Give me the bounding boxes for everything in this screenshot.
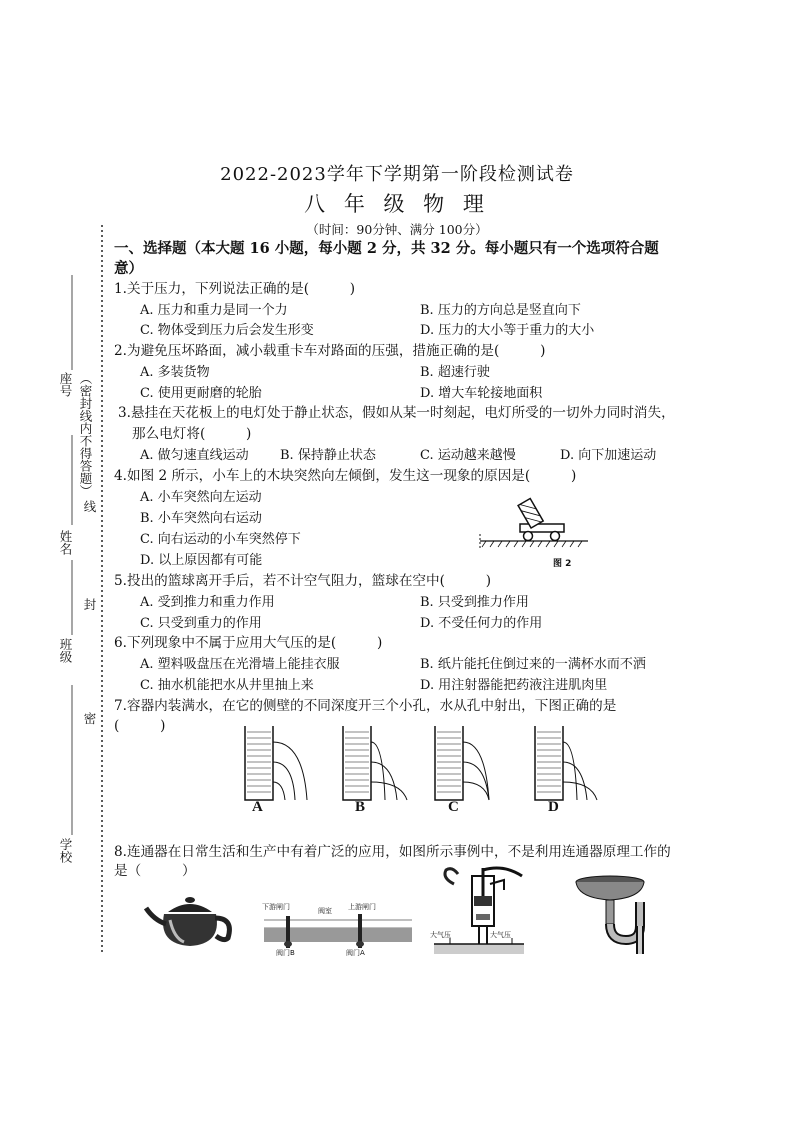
- teapot-figure: [140, 890, 240, 950]
- lock-label-upstream: 上游闸门: [348, 903, 376, 911]
- container-figures: [235, 722, 605, 804]
- q2-option-b: B. 超速行驶: [420, 365, 490, 380]
- lock-label-chamber: 阀室: [318, 907, 332, 915]
- name-label: 姓名: [58, 530, 73, 555]
- q5-option-b: B. 只受到推力作用: [420, 595, 529, 610]
- q3-option-a: A. 做匀速直线运动: [140, 448, 249, 463]
- class-label: 班级: [58, 638, 73, 663]
- q1-option-b: B. 压力的方向总是竖直向下: [420, 303, 581, 318]
- figure-label-a: A: [252, 799, 263, 815]
- lock-label-downstream: 下游闸门: [262, 903, 290, 911]
- q2-option-c: C. 使用更耐磨的轮胎: [140, 386, 262, 401]
- q6-option-a: A. 塑料吸盘压在光滑墙上能挂衣服: [140, 657, 340, 672]
- question-8-stem: 8.连通器在日常生活和生产中有着广泛的应用，如图所示事例中，不是利用连通器原理工作的: [114, 844, 671, 860]
- figure-label-c: C: [448, 799, 459, 815]
- pump-label-right: 大气压: [490, 931, 511, 939]
- q4-option-b: B. 小车突然向右运动: [140, 511, 262, 526]
- question-3-stem: 3.悬挂在天花板上的电灯处于静止状态，假如从某一时刻起，电灯所受的一切外力同时消失，: [118, 405, 675, 421]
- q2-option-a: A. 多装货物: [140, 365, 210, 380]
- q6-option-b: B. 纸片能托住倒过来的一满杯水而不洒: [420, 657, 646, 672]
- question-7-stem-cont: ( ): [114, 718, 166, 734]
- exam-subtitle: 八 年 级 物 理: [304, 192, 490, 216]
- question-5-stem: 5.投出的篮球离开手后，若不计空气阻力，篮球在空中( ): [114, 573, 492, 589]
- q4-option-d: D. 以上原因都有可能: [140, 553, 263, 568]
- question-1-stem: 1.关于压力，下列说法正确的是( ): [114, 281, 356, 297]
- lock-label-valve-a: 阀门A: [346, 949, 365, 957]
- q3-option-c: C. 运动越来越慢: [420, 448, 516, 463]
- seat-label: 座号: [58, 372, 73, 397]
- container-c: [435, 726, 489, 800]
- q2-option-d: D. 增大车轮接地面积: [420, 386, 543, 401]
- q4-option-c: C. 向右运动的小车突然停下: [140, 532, 301, 547]
- question-6-stem: 6.下列现象中不属于应用大气压的是( ): [114, 635, 383, 651]
- pump-figure: [432, 866, 528, 958]
- time-note: （时间：90分钟、满分 100分）: [306, 222, 488, 237]
- question-4-stem: 4.如图 2 所示，小车上的木块突然向左倾倒，发生这一现象的原因是( ): [114, 468, 577, 484]
- question-3-stem-cont: 那么电灯将( ): [132, 426, 252, 442]
- q5-option-a: A. 受到推力和重力作用: [140, 595, 275, 610]
- binding-mark-line: 线: [82, 500, 97, 513]
- question-8-stem-cont: 是（ ）: [114, 863, 196, 879]
- q5-option-d: D. 不受任何力的作用: [420, 616, 543, 631]
- cart-figure: [478, 492, 598, 554]
- q1-option-d: D. 压力的大小等于重力的大小: [420, 323, 595, 338]
- q4-option-a: A. 小车突然向左运动: [140, 490, 262, 505]
- q6-option-c: C. 抽水机能把水从井里抽上来: [140, 678, 314, 693]
- sink-drain-figure: [570, 872, 650, 956]
- figure-label-b: B: [355, 799, 366, 815]
- q3-option-d: D. 向下加速运动: [560, 448, 657, 463]
- exam-title: 2022-2023学年下学期第一阶段检测试卷: [220, 164, 574, 185]
- container-d: [535, 726, 597, 800]
- q1-option-c: C. 物体受到压力后会发生形变: [140, 323, 314, 338]
- school-label: 学校: [58, 838, 73, 863]
- binding-lines: [0, 0, 120, 1123]
- binding-note: （密封线内不得答题）: [78, 372, 93, 497]
- figure-2-caption: 图 2: [553, 559, 572, 569]
- section-heading: 一、选择题（本大题 16 小题，每小题 2 分，共 32 分。每小题只有一个选项符合题: [114, 240, 659, 257]
- q1-option-a: A. 压力和重力是同一个力: [140, 303, 288, 318]
- lock-label-valve-b: 阀门B: [276, 949, 295, 957]
- q3-option-b: B. 保持静止状态: [280, 448, 376, 463]
- container-b: [343, 726, 407, 800]
- pump-label-left: 大气压: [430, 931, 451, 939]
- question-7-stem: 7.容器内装满水，在它的侧壁的不同深度开三个小孔，水从孔中射出，下图正确的是: [114, 698, 617, 714]
- container-a: [245, 726, 307, 800]
- binding-mark-seal: 封: [82, 598, 97, 611]
- section-heading-cont: 意）: [114, 260, 143, 277]
- q5-option-c: C. 只受到重力的作用: [140, 616, 262, 631]
- question-2-stem: 2.为避免压坏路面，减小载重卡车对路面的压强，措施正确的是( ): [114, 343, 546, 359]
- binding-mark-secret: 密: [82, 712, 97, 725]
- q6-option-d: D. 用注射器能把药液注进肌肉里: [420, 678, 608, 693]
- figure-label-d: D: [548, 799, 559, 815]
